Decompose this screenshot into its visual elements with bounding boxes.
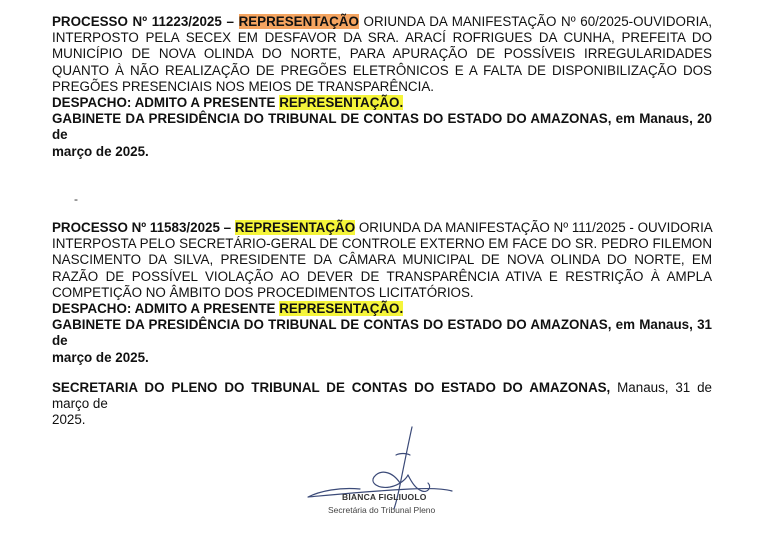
signatory-role: Secretária do Tribunal Pleno — [328, 505, 436, 515]
despacho-label: DESPACHO: ADMITO A PRESENTE — [52, 301, 276, 317]
representacao-highlight: REPRESENTAÇÃO — [234, 220, 356, 235]
secretaria-name: SECRETARIA DO PLENO DO TRIBUNAL DE CONTAS DO ESTADO DO AMAZONAS, — [52, 380, 611, 395]
signatory-name: BIANCA FIGLIUOLO — [342, 492, 427, 502]
secretaria-year: 2025. — [52, 412, 86, 428]
despacho-representacao-highlight: REPRESENTAÇÃO. — [279, 95, 404, 111]
despacho-label: DESPACHO: ADMITO A PRESENTE — [52, 95, 276, 111]
processo-body-rest: INTERPOSTA PELO SECRETÁRIO-GERAL DE CONTROLE EXTERNO EM FACE DO SR. PEDRO FILEMON NASCIMENTO DA SILVA, PRESIDENTE DA CÂMARA MUNICIPAL DE NOVA OLINDA DO NORTE, EM RAZÃO DE POSSÍVEL VIOLAÇÃO AO DEVER DE TRANSPARÊNCIA ATIVA E RESTRIÇÃO À AMPLA COMPETIÇÃO NO ÂMBITO DOS PROCEDIMENTOS LICITATÓRIOS. — [52, 236, 712, 300]
processo-body-rest: INTERPOSTO PELA SECEX EM DESFAVOR DA SRA. ARACÍ ROFRIGUES DA CUNHA, PREFEITA DO MUNICÍPIO DE NOVA OLINDA DO NORTE, PARA APURAÇÃO DE POSSÍVEIS IRREGULARIDADES QUANTO À NÃO REALIZAÇÃO DE PREGÕES ELETRÔNICOS E A FALTA DE DISPONIBILIZAÇÃO DOS PREGÕES PRESENCIAIS NOS MEIOS DE TRANSPARÊNCIA. — [52, 30, 712, 94]
representacao-highlight: REPRESENTAÇÃO — [238, 14, 359, 29]
secretaria-date: Manaus, 31 de março de — [52, 380, 712, 412]
processo-number: PROCESSO Nº 11223/2025 – — [52, 14, 234, 29]
gabinete-line-1: GABINETE DA PRESIDÊNCIA DO TRIBUNAL DE CONTAS DO ESTADO DO AMAZONAS, em Manaus, 20 de — [52, 111, 712, 143]
gabinete-line-2: março de 2025. — [52, 349, 149, 365]
gabinete-line-1: GABINETE DA PRESIDÊNCIA DO TRIBUNAL DE CONTAS DO ESTADO DO AMAZONAS, em Manaus, 31 de — [52, 317, 712, 349]
despacho-representacao-highlight: REPRESENTAÇÃO. — [279, 301, 404, 317]
processo-11583-block — [52, 220, 712, 366]
processo-11223-block — [52, 14, 712, 160]
gabinete-line-2: março de 2025. — [52, 143, 149, 159]
processo-body-start: ORIUNDA DA MANIFESTAÇÃO Nº 60/2025-OUVIDORIA, — [363, 14, 712, 29]
secretaria-block — [52, 380, 712, 429]
processo-body-start: ORIUNDA DA MANIFESTAÇÃO Nº 111/2025 - OUVIDORIA — [358, 220, 712, 235]
processo-number: PROCESSO Nº 11583/2025 – — [52, 220, 232, 235]
separator-dash: - — [74, 192, 78, 206]
